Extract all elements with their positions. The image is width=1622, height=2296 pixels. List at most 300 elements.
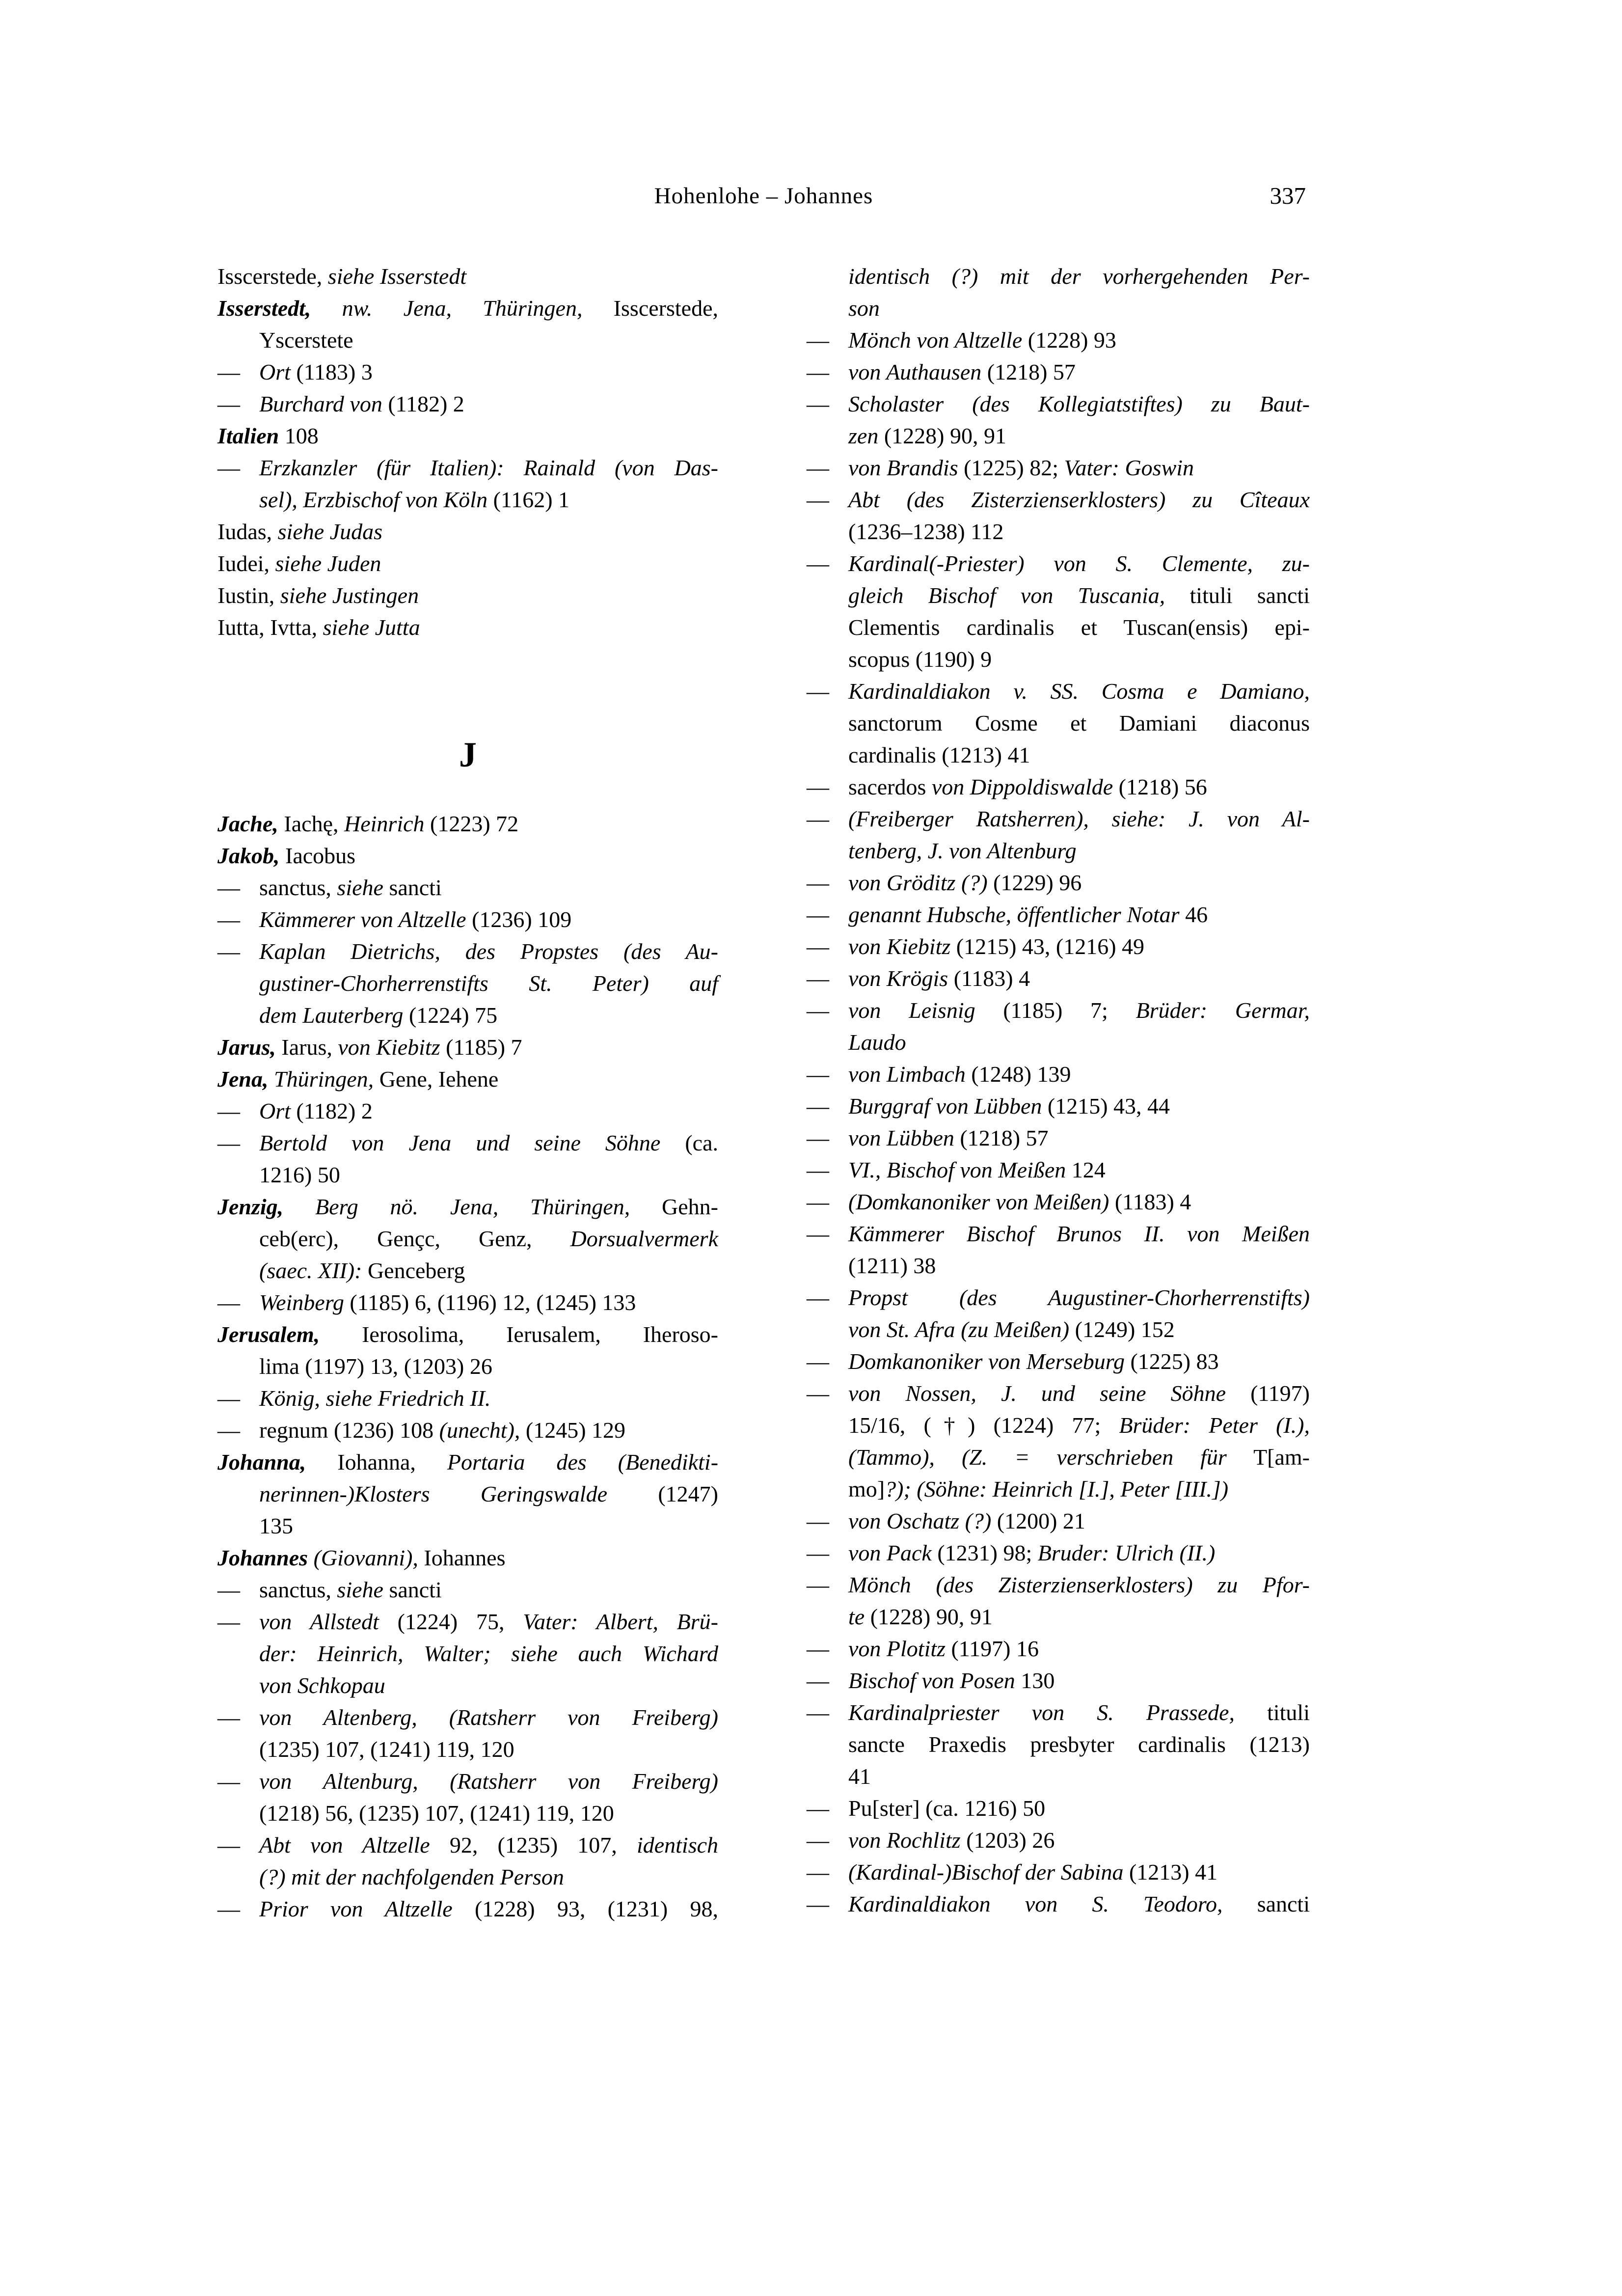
index-line: [217, 1318, 718, 1350]
text-run: Bruder: Ulrich (II.): [1037, 1540, 1216, 1565]
text-run: (1183) 3: [290, 359, 373, 384]
index-line: [807, 1792, 1310, 1824]
index-line: [217, 420, 718, 452]
index-line: [217, 1638, 718, 1669]
text-run: (1225) 82;: [958, 455, 1064, 480]
subentry-dash-marker: —: [217, 1705, 240, 1730]
text-run: (1245) 129: [520, 1418, 626, 1443]
subentry-dash-marker: —: [807, 1700, 829, 1725]
text-run: (1248) 139: [965, 1062, 1071, 1087]
subentry-dash-marker: —: [217, 1769, 240, 1794]
text-run: von Schkopau: [259, 1673, 385, 1698]
index-line: [217, 388, 718, 420]
text-run: (Domkanoniker von Meißen): [848, 1189, 1109, 1214]
subentry-dash-marker: —: [807, 455, 829, 480]
index-line: [217, 452, 718, 484]
index-line: [217, 1574, 718, 1606]
subentry-dash-marker: —: [217, 875, 240, 900]
subentry-dash-marker: —: [807, 1668, 829, 1693]
text-run: gleich Bischof von Tuscania,: [848, 583, 1165, 608]
text-run: son: [848, 296, 880, 321]
section-heading: [217, 643, 718, 808]
text-run: (1185) 7;: [975, 998, 1136, 1023]
subentry-dash-marker: —: [217, 1609, 240, 1634]
subentry-dash-marker: —: [217, 1098, 240, 1123]
text-run: Portaria des (Benedikti-: [447, 1449, 719, 1475]
index-line: [807, 388, 1310, 420]
text-run: (1218) 56, (1235) 107, (1241) 119, 120: [259, 1801, 614, 1826]
index-line: [807, 962, 1310, 994]
text-run: (ca.: [660, 1130, 718, 1155]
text-run: 108: [279, 423, 319, 448]
text-run: Iacobus: [279, 843, 356, 868]
index-line: [217, 1446, 718, 1478]
subentry-dash-marker: —: [807, 679, 829, 704]
text-run: Bischof von Posen: [848, 1668, 1015, 1693]
text-run: tituli sancti: [1165, 583, 1310, 608]
index-line: [807, 1282, 1310, 1313]
subentry-dash-marker: —: [217, 1130, 240, 1155]
index-line: [807, 1090, 1310, 1122]
text-run: Kardinalpriester von S. Prassede,: [848, 1700, 1235, 1725]
index-line: [807, 835, 1310, 867]
text-run: von Plotitz: [848, 1636, 946, 1661]
text-run: dem Lauterberg: [259, 1003, 404, 1028]
text-run: te: [848, 1604, 865, 1629]
subentry-dash-marker: —: [217, 1577, 240, 1602]
text-run: von Allstedt: [259, 1609, 379, 1634]
subentry-dash-marker: —: [807, 966, 829, 991]
index-line: [807, 324, 1310, 356]
text-run: von Oschatz (?): [848, 1508, 992, 1533]
text-run: (1183) 4: [948, 966, 1030, 991]
text-run: Brüder: Peter (I.),: [1119, 1413, 1310, 1438]
subentry-dash-marker: —: [807, 774, 829, 799]
text-run: Weinberg: [259, 1290, 344, 1315]
subentry-dash-marker: —: [807, 902, 829, 927]
text-run: Burchard von: [259, 391, 382, 416]
index-line: [217, 1701, 718, 1733]
text-run: Kardinal(-Priester) von S. Clemente, zu-: [848, 551, 1310, 576]
index-line: [807, 1250, 1310, 1282]
index-line: [807, 707, 1310, 739]
index-line: [807, 771, 1310, 803]
text-run: Mönch von Altzelle: [848, 328, 1023, 353]
index-line: [217, 1382, 718, 1414]
text-run: genannt Hubsche, öffentlicher Notar: [848, 902, 1180, 927]
text-run: Ierosolima, Ierusalem, Iheroso-: [320, 1322, 718, 1347]
text-run: (Kardinal-)Bischof der Sabina: [848, 1859, 1124, 1885]
text-run: von Pack: [848, 1540, 932, 1565]
index-line: [217, 579, 718, 611]
text-run: Jarus,: [217, 1035, 276, 1060]
index-line: [217, 1765, 718, 1797]
index-line: [217, 1127, 718, 1159]
index-line: [217, 1414, 718, 1446]
subentry-dash-marker: —: [217, 1832, 240, 1858]
subentry-dash-marker: —: [217, 1896, 240, 1921]
index-line: [807, 1345, 1310, 1377]
text-run: 130: [1015, 1668, 1055, 1693]
index-line: [217, 1861, 718, 1893]
index-line: [807, 1569, 1310, 1601]
subentry-dash-marker: —: [807, 1636, 829, 1661]
text-run: (1249) 152: [1069, 1317, 1175, 1342]
text-run: Jena,: [217, 1066, 269, 1092]
text-run: von Altenburg, (Ratsherr von Freiberg): [259, 1769, 718, 1794]
index-line: [807, 579, 1310, 611]
text-run: sel), Erzbischof von Köln: [259, 487, 488, 512]
subentry-dash-marker: —: [807, 1189, 829, 1214]
text-run: 46: [1179, 902, 1208, 927]
index-line: [807, 1186, 1310, 1218]
text-run: (?) mit der nachfolgenden Person: [259, 1864, 564, 1889]
subentry-dash-marker: —: [807, 1572, 829, 1597]
index-line: [217, 1095, 718, 1127]
index-line: [807, 994, 1310, 1026]
text-run: identisch: [636, 1832, 719, 1858]
text-run: sancti: [1222, 1891, 1310, 1916]
index-line: [217, 547, 718, 579]
index-line: [807, 420, 1310, 452]
text-run: lima (1197) 13, (1203) 26: [259, 1354, 492, 1379]
index-line: [807, 1537, 1310, 1569]
text-run: (1225) 83: [1124, 1349, 1219, 1374]
text-run: Ort: [259, 1098, 291, 1123]
index-line: [807, 803, 1310, 835]
text-run: ?); (Söhne: Heinrich [I.], Peter [III.]): [885, 1476, 1229, 1502]
subentry-dash-marker: —: [807, 1540, 829, 1565]
text-run: siehe Juden: [275, 551, 381, 576]
subentry-dash-marker: —: [807, 1285, 829, 1310]
text-run: Prior von Altzelle: [259, 1896, 453, 1921]
text-run: (Giovanni),: [308, 1545, 418, 1570]
subentry-dash-marker: —: [217, 907, 240, 932]
text-run: (1218) 57: [981, 359, 1076, 384]
index-line: [217, 292, 718, 324]
text-run: identisch (?) mit der vorhergehenden Per-: [848, 264, 1310, 289]
text-run: (1162) 1: [487, 487, 570, 512]
text-run: siehe: [337, 875, 383, 900]
text-run: 15/16, (†) (1224) 77;: [848, 1413, 1119, 1438]
subentry-dash-marker: —: [807, 1891, 829, 1916]
index-column-right: [807, 260, 1310, 1920]
text-run: (1228) 93, (1231) 98,: [452, 1896, 718, 1921]
text-run: Iohanna,: [306, 1449, 447, 1475]
text-run: Iachę,: [278, 811, 344, 836]
index-line: [807, 899, 1310, 930]
text-run: Johannes: [217, 1545, 308, 1570]
text-run: sacerdos: [848, 774, 932, 799]
text-run: mo]: [848, 1476, 885, 1502]
text-run: Kämmerer von Altzelle: [259, 907, 466, 932]
index-line: [217, 1063, 718, 1095]
text-run: sancti: [383, 875, 442, 900]
text-run: Erzkanzler (für Italien): Rainald (von Das-: [259, 455, 718, 480]
text-run: (1235) 107, (1241) 119, 120: [259, 1737, 514, 1762]
text-run: (1203) 26: [960, 1828, 1055, 1853]
subentry-dash-marker: —: [807, 1381, 829, 1406]
index-line: [807, 1760, 1310, 1792]
index-line: [807, 1218, 1310, 1250]
subentry-dash-marker: —: [807, 1508, 829, 1533]
text-run: von Gröditz (?): [848, 870, 988, 895]
text-run: von Leisnig: [848, 998, 975, 1023]
index-line: [807, 739, 1310, 771]
text-run: zen: [848, 423, 879, 448]
text-run: Thüringen,: [268, 1066, 374, 1092]
text-run: VI., Bischof von Meißen: [848, 1157, 1066, 1182]
running-header-title: Hohenlohe – Johannes: [654, 183, 873, 209]
text-run: Dorsualvermerk: [570, 1226, 718, 1251]
text-run: Berg nö. Jena, Thüringen,: [283, 1194, 630, 1219]
subentry-dash-marker: —: [807, 806, 829, 831]
index-line: [807, 516, 1310, 547]
index-line: [217, 935, 718, 967]
text-run: von St. Afra (zu Meißen): [848, 1317, 1070, 1342]
index-line: [807, 930, 1310, 962]
text-run: (1247): [607, 1481, 718, 1506]
subentry-dash-marker: —: [217, 359, 240, 384]
text-run: von Authausen: [848, 359, 982, 384]
text-run: cardinalis (1213) 41: [848, 742, 1030, 767]
index-line: [217, 999, 718, 1031]
text-run: Jenzig,: [217, 1194, 284, 1219]
index-line: [807, 260, 1310, 292]
subentry-dash-marker: —: [807, 487, 829, 512]
index-line: [807, 1122, 1310, 1154]
subentry-dash-marker: —: [217, 939, 240, 964]
index-line: [807, 867, 1310, 899]
index-line: [217, 1286, 718, 1318]
text-run: Ort: [259, 359, 291, 384]
subentry-dash-marker: —: [807, 1859, 829, 1885]
text-run: von Kiebitz: [848, 934, 951, 959]
text-run: Iudei,: [217, 551, 275, 576]
index-line: [217, 1255, 718, 1286]
text-run: sanctorum Cosme et Damiani diaconus: [848, 711, 1310, 736]
text-run: (1228) 93: [1022, 328, 1116, 353]
text-run: (Freiberger Ratsherren), siehe: J. von Al-: [848, 806, 1310, 831]
index-line: [217, 1669, 718, 1701]
subentry-dash-marker: —: [217, 1418, 240, 1443]
index-line: [217, 356, 718, 388]
text-run: (1197) 16: [946, 1636, 1039, 1661]
text-run: Abt von Altzelle: [259, 1832, 430, 1858]
text-run: siehe Isserstedt: [327, 264, 467, 289]
text-run: regnum (1236) 108: [259, 1418, 439, 1443]
text-run: (1185) 7: [440, 1035, 522, 1060]
subentry-dash-marker: —: [807, 328, 829, 353]
text-run: Jakob,: [217, 843, 280, 868]
subentry-dash-marker: —: [807, 1796, 829, 1821]
index-line: [217, 484, 718, 516]
text-run: 124: [1066, 1157, 1106, 1182]
index-line: [807, 611, 1310, 643]
index-line: [807, 1505, 1310, 1537]
index-line: [807, 484, 1310, 516]
text-run: (1185) 6, (1196) 12, (1245) 133: [344, 1290, 636, 1315]
subentry-dash-marker: —: [807, 391, 829, 416]
index-line: [217, 1829, 718, 1861]
index-line: [217, 1893, 718, 1925]
text-run: siehe Justingen: [280, 583, 419, 608]
subentry-dash-marker: —: [217, 455, 240, 480]
index-line: [807, 1313, 1310, 1345]
text-run: von Krögis: [848, 966, 948, 991]
text-run: Mönch (des Zisterzienserklosters) zu Pfor-: [848, 1572, 1310, 1597]
text-run: Jache,: [217, 811, 278, 836]
subentry-dash-marker: —: [217, 391, 240, 416]
text-run: (1224) 75,: [378, 1609, 523, 1634]
text-run: der: Heinrich, Walter; siehe auch Wichard: [259, 1641, 718, 1666]
text-run: sancti: [383, 1577, 442, 1602]
index-line: [217, 1223, 718, 1255]
text-run: Kardinaldiakon v. SS. Cosma e Damiano,: [848, 679, 1310, 704]
text-run: (1218) 56: [1113, 774, 1207, 799]
text-run: tituli: [1234, 1700, 1310, 1725]
index-line: [217, 840, 718, 872]
index-line: [807, 356, 1310, 388]
index-line: [807, 1856, 1310, 1888]
text-run: gustiner-Chorherrenstifts St. Peter) auf: [259, 971, 718, 996]
text-run: Heinrich: [344, 811, 425, 836]
index-line: [217, 872, 718, 903]
text-run: Propst (des Augustiner-Chorherrenstifts): [848, 1285, 1310, 1310]
index-line: [807, 1377, 1310, 1409]
text-run: (1211) 38: [848, 1253, 936, 1278]
text-run: Yscerstete: [259, 328, 353, 353]
text-run: sancte Praxedis presbyter cardinalis (1213): [848, 1732, 1310, 1757]
text-run: Pu[ster] (ca. 1216) 50: [848, 1796, 1046, 1821]
text-run: Gehn-: [630, 1194, 718, 1219]
text-run: von Limbach: [848, 1062, 966, 1087]
text-run: Iudas,: [217, 519, 278, 544]
text-run: siehe Judas: [277, 519, 382, 544]
text-run: sanctus,: [259, 1577, 337, 1602]
index-line: [807, 1473, 1310, 1505]
subentry-dash-marker: —: [807, 1062, 829, 1087]
text-run: Brüder: Germar,: [1135, 998, 1310, 1023]
index-line: [217, 260, 718, 292]
index-line: [217, 903, 718, 935]
text-run: von Lübben: [848, 1125, 954, 1150]
text-run: (1215) 43, 44: [1042, 1093, 1170, 1119]
index-line: [807, 1696, 1310, 1728]
text-run: Clementis cardinalis et Tuscan(ensis) epi-: [848, 615, 1310, 640]
index-line: [217, 611, 718, 643]
text-run: von Dippoldiswalde: [931, 774, 1113, 799]
text-run: Kaplan Dietrichs, des Propstes (des Au-: [259, 939, 718, 964]
index-column-left: [217, 260, 718, 1925]
text-run: 1216) 50: [259, 1162, 340, 1187]
text-run: (1228) 90, 91: [878, 423, 1006, 448]
index-line: [217, 324, 718, 356]
text-run: Jerusalem,: [217, 1322, 320, 1347]
index-line: [217, 1797, 718, 1829]
text-run: Isscerstede,: [217, 264, 328, 289]
text-run: Iarus,: [275, 1035, 338, 1060]
index-line: [217, 1031, 718, 1063]
text-run: Burggraf von Lübben: [848, 1093, 1042, 1119]
page-number: 337: [1270, 182, 1306, 209]
text-run: König, siehe Friedrich II.: [259, 1386, 491, 1411]
text-run: von Kiebitz: [338, 1035, 440, 1060]
text-run: (1236–1238) 112: [848, 519, 1004, 544]
text-run: T[am-: [1226, 1445, 1310, 1470]
index-line: [807, 1665, 1310, 1696]
text-run: von Nossen, J. und seine Söhne: [848, 1381, 1226, 1406]
section-heading-letter: J: [459, 735, 477, 774]
text-run: 92, (1235) 107,: [430, 1832, 637, 1858]
text-run: (1223) 72: [424, 811, 519, 836]
text-run: Scholaster (des Kollegiatstiftes) zu Baut-: [848, 391, 1310, 416]
index-line: [217, 1542, 718, 1574]
text-run: Iutta, Ivtta,: [217, 615, 323, 640]
index-line: [807, 1409, 1310, 1441]
index-line: [807, 547, 1310, 579]
index-line: [807, 1601, 1310, 1633]
subentry-dash-marker: —: [807, 998, 829, 1023]
text-run: (1236) 109: [466, 907, 572, 932]
text-run: Bertold von Jena und seine Söhne: [259, 1130, 661, 1155]
text-run: von Brandis: [848, 455, 958, 480]
text-run: ceb(erc), Gençc, Genz,: [259, 1226, 570, 1251]
text-run: Kardinaldiakon von S. Teodoro,: [848, 1891, 1223, 1916]
index-line: [217, 1510, 718, 1542]
text-run: (1182) 2: [290, 1098, 373, 1123]
text-run: Abt (des Zisterzienserklosters) zu Cîteaux: [848, 487, 1310, 512]
index-line: [807, 1824, 1310, 1856]
text-run: (1183) 4: [1109, 1189, 1191, 1214]
text-run: 135: [259, 1513, 293, 1538]
subentry-dash-marker: —: [807, 551, 829, 576]
text-run: (1228) 90, 91: [865, 1604, 993, 1629]
subentry-dash-marker: —: [217, 1290, 240, 1315]
text-run: (Tammo), (Z. = verschrieben für: [848, 1445, 1227, 1470]
text-run: siehe Jutta: [323, 615, 420, 640]
text-run: Isscerstede,: [582, 296, 718, 321]
subentry-dash-marker: —: [807, 1093, 829, 1119]
index-line: [217, 1159, 718, 1191]
text-run: (1200) 21: [991, 1508, 1085, 1533]
index-line: [807, 1441, 1310, 1473]
subentry-dash-marker: —: [217, 1386, 240, 1411]
index-line: [217, 967, 718, 999]
text-run: (1215) 43, (1216) 49: [950, 934, 1145, 959]
text-run: siehe: [337, 1577, 383, 1602]
subentry-dash-marker: —: [807, 1221, 829, 1246]
text-run: Iohannes: [418, 1545, 506, 1570]
index-line: [807, 1728, 1310, 1760]
text-run: Johanna,: [217, 1449, 306, 1475]
text-run: (1182) 2: [382, 391, 464, 416]
text-run: von Rochlitz: [848, 1828, 961, 1853]
text-run: sanctus,: [259, 875, 337, 900]
text-run: (unecht),: [439, 1418, 520, 1443]
index-line: [807, 1058, 1310, 1090]
index-line: [807, 643, 1310, 675]
text-run: Isserstedt,: [217, 296, 311, 321]
text-run: Kämmerer Bischof Brunos II. von Meißen: [848, 1221, 1310, 1246]
text-run: nw. Jena, Thüringen,: [311, 296, 583, 321]
text-run: Iustin,: [217, 583, 280, 608]
subentry-dash-marker: —: [807, 1157, 829, 1182]
subentry-dash-marker: —: [807, 1828, 829, 1853]
index-line: [217, 1478, 718, 1510]
index-line: [217, 1733, 718, 1765]
text-run: (1231) 98;: [931, 1540, 1038, 1565]
